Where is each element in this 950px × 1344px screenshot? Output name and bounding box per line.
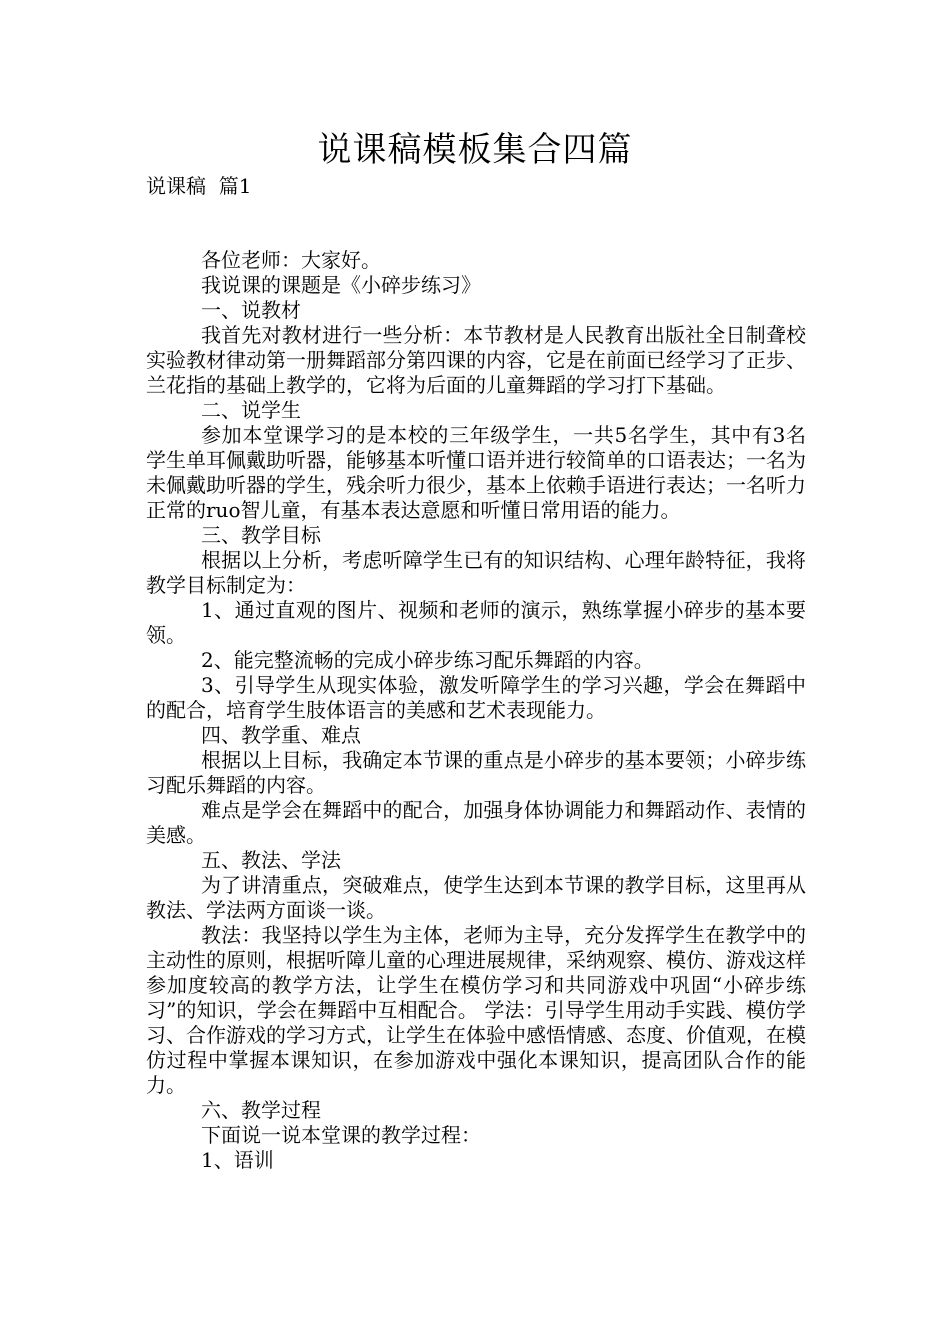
- document-subtitle: 说课稿 篇1: [146, 174, 252, 198]
- paragraph: 我首先对教材进行一些分析：本节教材是人民教育出版社全日制聋校实验教材律动第一册舞蹈部分第四课的内容，它是在前面已经学习了正步、兰花指的基础上教学的，它将为后面的儿童舞蹈的学习打下基础。: [146, 323, 806, 397]
- paragraph: 下面说一说本堂课的教学过程：: [201, 1123, 481, 1147]
- document-body: [146, 248, 806, 1173]
- paragraph: 难点是学会在舞蹈中的配合，加强身体协调能力和舞蹈动作、表情的美感。: [146, 798, 806, 847]
- section-heading: 六、教学过程: [201, 1098, 321, 1122]
- section-heading: 二、说学生: [201, 398, 301, 422]
- paragraph: 参加本堂课学习的是本校的三年级学生，一共5名学生，其中有3名学生单耳佩戴助听器，能够基本听懂口语并进行较简单的口语表达；一名为未佩戴助听器的学生，残余听力很少，基本上依赖手语进行表达；一名听力正常的ruo智儿童，有基本表达意愿和听懂日常用语的能力。: [146, 423, 806, 522]
- section-heading: 三、教学目标: [201, 523, 321, 547]
- list-item: 1、通过直观的图片、视频和老师的演示，熟练掌握小碎步的基本要领。: [146, 598, 806, 647]
- section-heading: 四、教学重、难点: [201, 723, 361, 747]
- paragraph: 根据以上分析，考虑听障学生已有的知识结构、心理年龄特征，我将教学目标制定为：: [146, 548, 806, 597]
- paragraph: 教法：我坚持以学生为主体，老师为主导，充分发挥学生在教学中的主动性的原则，根据听障儿童的心理进展规律，采纳观察、模仿、游戏这样参加度较高的教学方法，让学生在模仿学习和共同游戏中巩固“小碎步练习”的知识，学会在舞蹈中互相配合。 学法：引导学生用动手实践、模仿学习、合作游戏的学习方式，让学生在体验中感悟情感、态度、价值观，在模仿过程中掌握本课知识，在参加游戏中强化本课知识，提高团队合作的能力。: [146, 923, 806, 1097]
- list-item: 1、语训: [201, 1148, 274, 1172]
- section-heading: 五、教法、学法: [201, 848, 341, 872]
- list-item: 2、能完整流畅的完成小碎步练习配乐舞蹈的内容。: [201, 648, 654, 672]
- paragraph: 根据以上目标，我确定本节课的重点是小碎步的基本要领；小碎步练习配乐舞蹈的内容。: [146, 748, 806, 797]
- paragraph: 为了讲清重点，突破难点，使学生达到本节课的教学目标，这里再从教法、学法两方面谈一谈。: [146, 873, 806, 922]
- list-item: 3、引导学生从现实体验，激发听障学生的学习兴趣，学会在舞蹈中的配合，培育学生肢体语言的美感和艺术表现能力。: [146, 673, 806, 722]
- paragraph: 我说课的课题是《小碎步练习》: [201, 273, 481, 297]
- paragraph: 各位老师：大家好。: [201, 248, 381, 272]
- section-heading: 一、说教材: [201, 298, 301, 322]
- document-title: 说课稿模板集合四篇: [317, 130, 633, 170]
